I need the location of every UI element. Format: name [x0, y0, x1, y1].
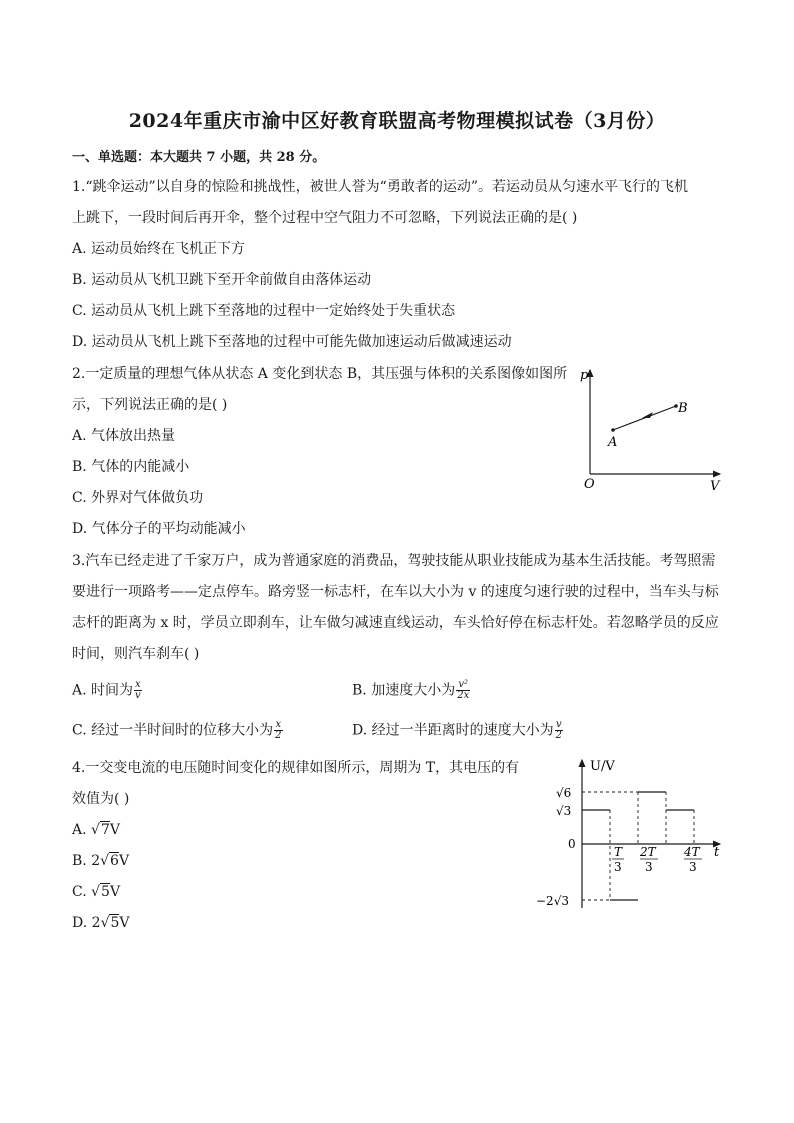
q2-stem-line1: 2.一定质量的理想气体从状态 A 变化到状态 B，其压强与体积的关系图像如图所 — [72, 366, 568, 382]
origin-label: O — [584, 477, 595, 492]
q3-stem-line3: 志杆的距离为 x 时，学员立即刹车，让车做匀减速直线运动，车头恰好停在标志杆处。若忽略学员的反应 — [72, 615, 719, 631]
point-a-label: A — [608, 435, 618, 450]
t-axis-label: t — [714, 845, 720, 860]
page-title: 2024年重庆市渝中区好教育联盟高考物理模拟试卷（3月份） — [128, 110, 666, 132]
q3-stem-line4: 时间，则汽车刹车( ) — [72, 646, 200, 662]
q1-option-b[interactable]: B. 运动员从飞机卫跳下至开伞前做自由落体运动 — [72, 272, 372, 288]
tick-2t3-den: 3 — [645, 860, 653, 874]
q3-option-a[interactable]: A. 时间为 $\frac{x}{v}$ — [72, 679, 141, 701]
q4-option-c[interactable]: C. √5V — [72, 884, 121, 900]
q4-option-a[interactable]: A. √7V — [72, 822, 120, 838]
q2-option-c[interactable]: C. 外界对气体做负功 — [72, 490, 204, 506]
tick-t3-den: 3 — [614, 860, 622, 874]
q3-option-b[interactable]: B. 加速度大小为 $\frac{\text{v²}}{2x}$ — [352, 679, 470, 701]
q4-stem-line1: 4.一交变电流的电压随时间变化的规律如图所示，周期为 T，其电压的有 — [72, 760, 520, 776]
tick-sqrt6: √6 — [556, 786, 572, 800]
q4-option-d[interactable]: D. 2√5V — [72, 915, 130, 931]
process-arrow-icon — [642, 412, 653, 418]
tick-4t3-den: 3 — [689, 860, 697, 874]
dashed-guides — [582, 792, 694, 900]
q1-option-c[interactable]: C. 运动员从飞机上跳下至落地的过程中一定始终处于失重状态 — [72, 303, 456, 319]
q3-stem-line1: 3.汽车已经走进了千家万户，成为普通家庭的消费品，驾驶技能从职业技能成为基本生活技能。考驾照需 — [72, 553, 716, 569]
q2-option-b[interactable]: B. 气体的内能减小 — [72, 459, 190, 475]
origin-label-zero: 0 — [568, 837, 576, 851]
fraction-v2-over-2x: $\frac{\text{v²}}{2x}$ — [457, 679, 470, 701]
q2-option-a[interactable]: A. 气体放出热量 — [72, 428, 176, 444]
tick-neg-2sqrt3: −2√3 — [536, 894, 569, 908]
voltage-waveform — [582, 792, 694, 900]
tick-sqrt3: √3 — [556, 804, 572, 818]
tick-t3-num: T — [614, 845, 623, 859]
point-a — [611, 428, 615, 432]
q1-stem-line2: 上跳下，一段时间后再开伞，整个过程中空气阻力不可忽略，下列说法正确的是( ) — [72, 210, 578, 226]
q2-option-d[interactable]: D. 气体分子的平均动能减小 — [72, 521, 246, 537]
q1-stem-line1: 1.“跳伞运动”以自身的惊险和挑战性，被世人誉为“勇敢者的运动”。若运动员从匀速水平飞行的飞机 — [72, 179, 688, 195]
tick-4t3-num: 4T — [684, 845, 700, 859]
tick-2t3-num: 2T — [640, 845, 656, 859]
u-axis-label: U/V — [590, 759, 615, 774]
q2-stem-line2: 示，下列说法正确的是( ) — [72, 397, 228, 413]
q3-option-d[interactable]: D. 经过一半距离时的速度大小为 $\frac{v}{2}$ — [352, 719, 563, 741]
point-b-label: B — [678, 401, 688, 416]
q3-stem-line2: 要进行一项路考——定点停车。路旁竖一标志杆，在车以大小为 v 的速度匀速行驶的过程中，当车头与标 — [72, 584, 719, 600]
v-axis-label: V — [710, 479, 720, 494]
q4-stem-line2: 效值为( ) — [72, 791, 130, 807]
pv-graph — [570, 360, 730, 495]
voltage-graph — [530, 752, 730, 917]
q1-option-d[interactable]: D. 运动员从飞机上跳下至落地的过程中可能先做加速运动后做减速运动 — [72, 334, 512, 350]
fraction-v-over-2: $\frac{v}{2}$ — [555, 719, 563, 741]
q4-option-b[interactable]: B. 2√6V — [72, 853, 130, 869]
section-heading: 一、单选题：本大题共 7 小题，共 28 分。 — [72, 150, 326, 165]
fraction-x-over-v: $\frac{x}{v}$ — [135, 679, 141, 701]
q1-option-a[interactable]: A. 运动员始终在飞机正下方 — [72, 241, 246, 257]
p-axis-label: p — [580, 368, 589, 383]
fraction-x-over-2: $\frac{x}{2}$ — [275, 719, 282, 741]
q3-option-c[interactable]: C. 经过一半时间时的位移大小为 $\frac{x}{2}$ — [72, 719, 282, 741]
